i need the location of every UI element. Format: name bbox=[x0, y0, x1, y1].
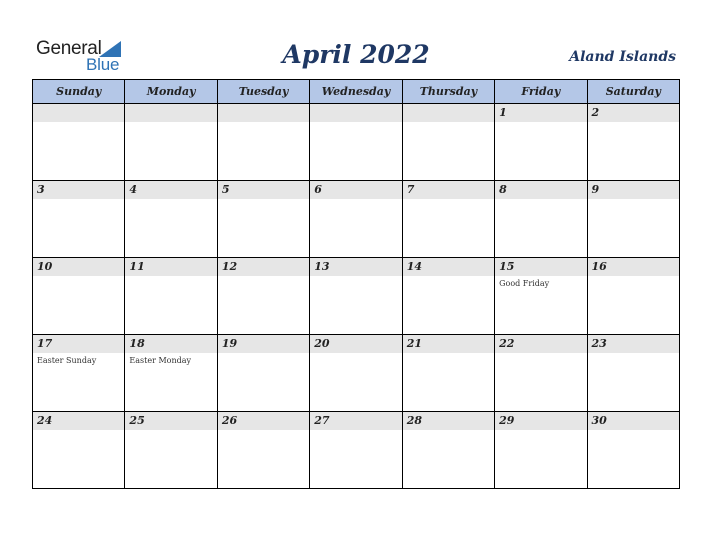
day-number: 2 bbox=[591, 106, 600, 119]
country-name: Aland Islands bbox=[569, 49, 676, 65]
day-number: 12 bbox=[221, 260, 238, 273]
calendar-title: April 2022 bbox=[282, 40, 430, 69]
weekday-header-row bbox=[33, 80, 680, 104]
day-cell bbox=[402, 412, 494, 489]
day-cell bbox=[495, 104, 587, 181]
day-number: 7 bbox=[406, 183, 415, 196]
day-cell bbox=[310, 181, 402, 258]
day-number: 21 bbox=[406, 337, 422, 350]
day-number: 29 bbox=[499, 414, 515, 427]
day-cell bbox=[495, 335, 587, 412]
day-cell bbox=[495, 181, 587, 258]
day-number: 11 bbox=[129, 260, 145, 273]
day-cell bbox=[217, 181, 309, 258]
day-number: 22 bbox=[499, 337, 515, 350]
day-cell bbox=[402, 258, 494, 335]
day-cell-header-bar bbox=[588, 181, 679, 199]
day-number: 14 bbox=[406, 260, 422, 273]
day-number: 18 bbox=[129, 337, 145, 350]
day-cell bbox=[587, 258, 679, 335]
day-cell bbox=[310, 412, 402, 489]
day-cell bbox=[495, 258, 587, 335]
day-cell bbox=[33, 335, 125, 412]
day-cell-header-bar bbox=[33, 181, 124, 199]
day-cell bbox=[587, 181, 679, 258]
day-cell-header-bar bbox=[125, 104, 216, 122]
day-cell-header-bar bbox=[310, 104, 401, 122]
day-number: 19 bbox=[221, 337, 238, 350]
day-cell bbox=[33, 412, 125, 489]
day-cell bbox=[587, 104, 679, 181]
day-number: 27 bbox=[314, 414, 330, 427]
calendar-grid bbox=[32, 79, 680, 489]
day-cell-header-bar bbox=[125, 181, 216, 199]
day-cell bbox=[125, 258, 217, 335]
day-cell bbox=[33, 181, 125, 258]
week-row bbox=[33, 412, 680, 489]
day-number: 13 bbox=[314, 260, 330, 273]
day-cell bbox=[33, 258, 125, 335]
day-number: 30 bbox=[591, 414, 607, 427]
day-number: 16 bbox=[591, 260, 607, 273]
day-cell bbox=[33, 104, 125, 181]
day-number: 3 bbox=[37, 183, 45, 196]
weekday-thursday: Thursday bbox=[402, 80, 494, 104]
week-row bbox=[33, 104, 680, 181]
day-cell bbox=[587, 412, 679, 489]
day-number: 26 bbox=[221, 414, 238, 427]
day-number: 25 bbox=[129, 414, 145, 427]
day-cell bbox=[310, 335, 402, 412]
day-number: 23 bbox=[591, 337, 607, 350]
weekday-tuesday: Tuesday bbox=[217, 80, 309, 104]
day-number: 4 bbox=[129, 183, 138, 196]
day-number: 10 bbox=[37, 260, 53, 273]
day-cell bbox=[125, 412, 217, 489]
day-number: 15 bbox=[499, 260, 515, 273]
day-cell bbox=[310, 104, 402, 181]
day-cell bbox=[402, 104, 494, 181]
day-cell bbox=[125, 335, 217, 412]
day-cell bbox=[310, 258, 402, 335]
day-cell bbox=[125, 181, 217, 258]
week-row bbox=[33, 258, 680, 335]
holiday-label: Good Friday bbox=[499, 279, 550, 288]
day-number: 8 bbox=[499, 183, 507, 196]
weekday-sunday: Sunday bbox=[33, 80, 125, 104]
day-cell bbox=[402, 335, 494, 412]
day-number: 9 bbox=[591, 183, 600, 196]
week-row bbox=[33, 335, 680, 412]
day-cell-header-bar bbox=[403, 181, 494, 199]
weekday-saturday: Saturday bbox=[587, 80, 679, 104]
day-cell-header-bar bbox=[588, 104, 679, 122]
day-number: 1 bbox=[499, 106, 507, 119]
holiday-label: Easter Monday bbox=[129, 356, 192, 365]
day-cell-header-bar bbox=[310, 181, 401, 199]
day-number: 24 bbox=[37, 414, 53, 427]
week-row bbox=[33, 181, 680, 258]
weekday-wednesday: Wednesday bbox=[310, 80, 402, 104]
day-cell bbox=[217, 104, 309, 181]
day-cell bbox=[125, 104, 217, 181]
holiday-label: Easter Sunday bbox=[37, 356, 97, 365]
logo-word-general: General bbox=[36, 38, 102, 59]
day-cell bbox=[217, 335, 309, 412]
day-cell bbox=[217, 258, 309, 335]
day-number: 5 bbox=[221, 183, 230, 196]
day-cell-header-bar bbox=[218, 181, 309, 199]
day-number: 6 bbox=[314, 183, 322, 196]
day-cell bbox=[495, 412, 587, 489]
logo-word-blue: Blue bbox=[86, 55, 120, 74]
day-cell-header-bar bbox=[218, 104, 309, 122]
day-cell-header-bar bbox=[495, 181, 586, 199]
day-cell-header-bar bbox=[33, 104, 124, 122]
weekday-monday: Monday bbox=[125, 80, 217, 104]
day-number: 28 bbox=[406, 414, 422, 427]
weekday-friday: Friday bbox=[495, 80, 587, 104]
day-cell bbox=[402, 181, 494, 258]
day-cell bbox=[587, 335, 679, 412]
day-cell-header-bar bbox=[403, 104, 494, 122]
day-number: 20 bbox=[314, 337, 330, 350]
day-cell bbox=[217, 412, 309, 489]
day-cell-header-bar bbox=[495, 104, 586, 122]
day-number: 17 bbox=[37, 337, 53, 350]
